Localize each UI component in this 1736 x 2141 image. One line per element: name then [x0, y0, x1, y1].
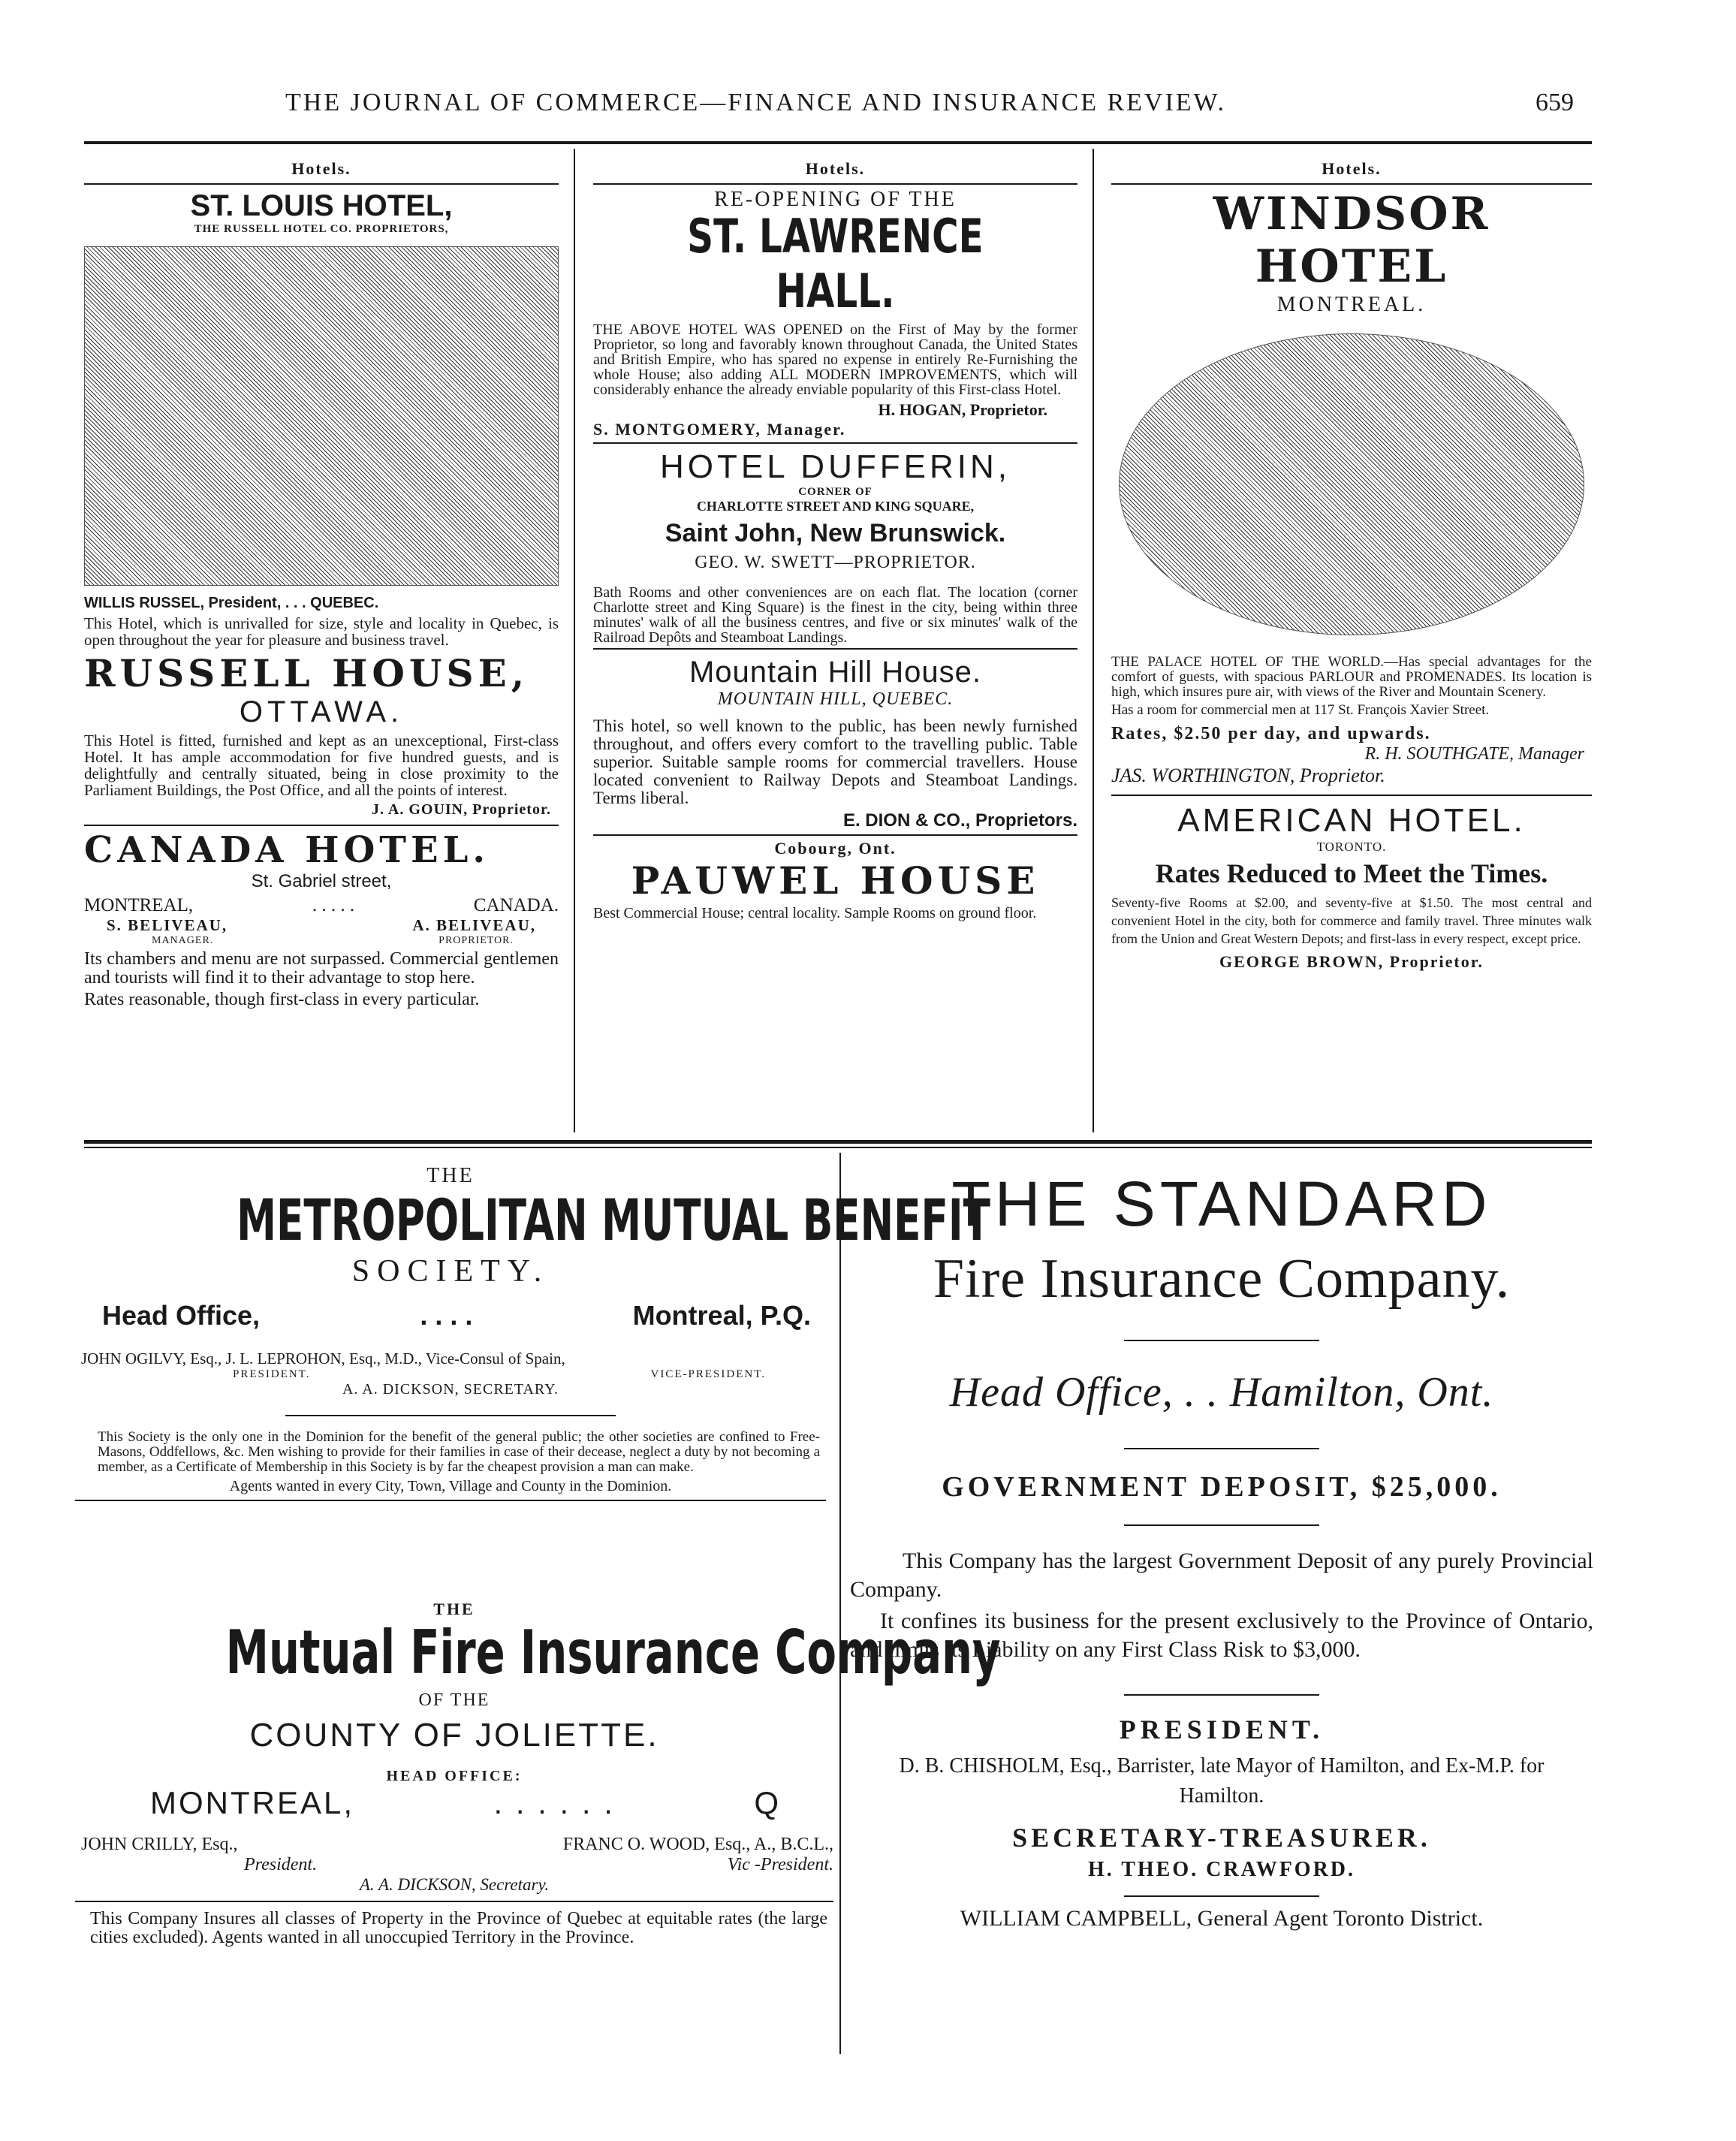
divider: [593, 834, 1077, 836]
lawrence-manager: S. MONTGOMERY, Manager.: [593, 420, 846, 439]
dufferin-streets: CHARLOTTE STREET AND KING SQUARE,: [696, 499, 975, 514]
mutual-of-the: OF THE: [418, 1690, 490, 1710]
canada-street: St. Gabriel street,: [251, 871, 392, 891]
mutual-city-line: [75, 1785, 833, 1821]
divider: [1124, 1448, 1319, 1449]
american-text: Seventy-five Rooms at $2.00, and seventy-five at $1.50. The most central and convenient Hotel in the city, both for commerce and family travel. Three minutes walk from the Union and Great Western Depots; and first-lass in every respect, except price.: [1111, 895, 1592, 946]
standard-text-1: This Company has the largest Government Deposit of any purely Provincial Company.: [850, 1548, 1593, 1602]
divider: [1124, 1340, 1319, 1341]
mountain-hill-sub: MOUNTAIN HILL, QUEBEC.: [717, 689, 954, 709]
mutual-the: THE: [433, 1600, 475, 1618]
divider: [593, 183, 1077, 185]
standard-president: D. B. CHISHOLM, Esq., Barrister, late Mayor of Hamilton, and Ex-M.P. for Hamilton.: [899, 1754, 1545, 1808]
canada-officers: [84, 916, 559, 935]
mutual-president-role: President.: [244, 1855, 318, 1874]
lawrence-reopening: RE-OPENING OF THE: [714, 188, 957, 211]
canada-roles: [84, 935, 559, 947]
mutual-roles: [75, 1855, 833, 1875]
standard-agent: WILLIAM CAMPBELL, General Agent Toronto District.: [960, 1906, 1484, 1931]
lawrence-title: ST. LAWRENCE HALL.: [687, 209, 984, 318]
american-city: TORONTO.: [1316, 840, 1387, 854]
metro-agents: Agents wanted in every City, Town, Village and County in the Dominion.: [229, 1478, 672, 1494]
metro-office-left: Head Office,: [102, 1300, 261, 1331]
metro-role-president: PRESIDENT.: [233, 1368, 311, 1380]
st-louis-president: WILLIS RUSSEL, President, . . . QUEBEC.: [84, 595, 379, 611]
canada-hotel-title: CANADA HOTEL.: [84, 829, 490, 871]
mutual-secretary: A. A. DICKSON, Secretary.: [359, 1875, 550, 1894]
dufferin-proprietor: GEO. W. SWETT—PROPRIETOR.: [695, 553, 976, 572]
metro-office-right: Montreal, P.Q.: [632, 1300, 811, 1331]
metro-roles: [75, 1368, 826, 1381]
dufferin-city: Saint John, New Brunswick.: [665, 519, 1006, 547]
st-louis-text: This Hotel, which is unrivalled for size, style and locality in Quebec, is open throughout the year for pleasure and business travel.: [84, 614, 559, 649]
american-proprietor: GEORGE BROWN, Proprietor.: [1219, 952, 1484, 971]
mutual-dots: . . . . . .: [493, 1785, 615, 1820]
mutual-title: Mutual Fire Insurance Company: [225, 1618, 1001, 1687]
canada-manager-role: MANAGER.: [152, 935, 214, 946]
canada-proprietor-role: PROPRIETOR.: [439, 935, 514, 946]
canada-text-1: Its chambers and menu are not surpassed. Commercial gentlemen and tourists will find it to their advantage to stop here.: [84, 949, 559, 988]
mountain-hill-text: This hotel, so well known to the public, has been newly furnished throughout, and offers every comfort to the travelling public. Table superior. Suitable sample rooms for commercial travellers. House located convenient to Railway Depots and Steamboat Landings. Terms liberal.: [593, 716, 1077, 807]
top-rule: [84, 141, 1592, 144]
mutual-vp-role: Vic -President.: [727, 1855, 833, 1874]
section-heading: Hotels.: [805, 159, 866, 178]
russell-city: OTTAWA.: [239, 695, 404, 728]
metropolitan-ad: [75, 1164, 990, 1504]
canada-text-2: Rates reasonable, though first-class in every particular.: [84, 990, 480, 1009]
journal-title: THE JOURNAL OF COMMERCE—FINANCE AND INSURANCE REVIEW.: [285, 89, 1227, 116]
hotels-column-3: [1111, 159, 1592, 972]
middle-rule-thin: [84, 1147, 1592, 1148]
metro-title: METROPOLITAN MUTUAL BENEFIT: [237, 1187, 990, 1253]
standard-head-office: Head Office, . . Hamilton, Ont.: [949, 1369, 1494, 1416]
russell-house-title: RUSSELL HOUSE,: [84, 651, 529, 695]
standard-secretary: H. THEO. CRAWFORD.: [1087, 1858, 1356, 1881]
windsor-title: WINDSOR HOTEL: [1213, 188, 1490, 293]
windsor-hotel-engraving: [1119, 333, 1584, 635]
windsor-proprietor: JAS. WORTHINGTON, Proprietor.: [1111, 764, 1385, 786]
st-louis-proprietors: THE RUSSELL HOTEL CO. PROPRIETORS,: [194, 223, 449, 235]
windsor-text-1: THE PALACE HOTEL OF THE WORLD.—Has special advantages for the comfort of guests, with spacious PARLOUR and PROMENADES. Its location is high, which insures pure air, with views of the River and Mountain Scenery.: [1111, 654, 1592, 700]
divider: [593, 648, 1077, 650]
american-hotel-title: AMERICAN HOTEL.: [1177, 802, 1526, 839]
metro-office-dots: . . . .: [420, 1300, 473, 1331]
pauwel-text: Best Commercial House; central locality. Sample Rooms on ground floor.: [593, 905, 1037, 921]
st-louis-title: ST. LOUIS HOTEL,: [190, 189, 453, 222]
mountain-hill-title: Mountain Hill House.: [689, 656, 982, 689]
windsor-rates: Rates, $2.50 per day, and upwards.: [1111, 724, 1431, 743]
lawrence-text: THE ABOVE HOTEL WAS OPENED on the First of May by the former Proprietor, so long and favorably known throughout Canada, the United States and British Empire, who has spared no expense in entirely Re-Furnishing the whole House; also adding ALL MODERN IMPROVEMENTS, which will considerably enhance the already enviable popularity of this First-class Hotel.: [593, 321, 1077, 398]
standard-text-2: It confines its business for the present exclusively to the Province of Ontario, and limits its Liability on any First Class Risk to $3,000.: [850, 1609, 1593, 1662]
american-slogan: Rates Reduced to Meet the Times.: [1155, 858, 1548, 888]
lawrence-proprietor: H. HOGAN, Proprietor.: [878, 400, 1047, 419]
canada-manager: S. BELIVEAU,: [107, 916, 228, 934]
column-divider-2: [1093, 149, 1094, 1132]
canada-city-left: MONTREAL,: [84, 895, 194, 915]
metro-society: SOCIETY.: [351, 1254, 550, 1289]
divider: [1124, 1895, 1319, 1897]
standard-deposit: GOVERNMENT DEPOSIT, $25,000.: [942, 1471, 1502, 1503]
canada-proprietor: A. BELIVEAU,: [412, 916, 536, 934]
divider: [1111, 183, 1592, 185]
windsor-city: MONTREAL.: [1276, 293, 1427, 316]
canada-city-right: CANADA.: [473, 895, 559, 915]
standard-president-title: PRESIDENT.: [1119, 1714, 1325, 1744]
hotels-column-1: [84, 159, 559, 1012]
metro-text: This Society is the only one in the Dominion for the benefit of the general public; the other societies are confined to Free-Masons, Oddfellows, &c. Men wishing to provide for their families in case of their decease, neglect a duty by not becoming a member, as a Certificate of Membership in this Society is by far the cheapest provision a man can make.: [98, 1429, 820, 1475]
divider: [285, 1415, 616, 1416]
mutual-city: MONTREAL,: [150, 1785, 355, 1820]
mutual-vp: FRANC O. WOOD, Esq., A., B.C.L.,: [562, 1835, 833, 1854]
standard-fire-ad: [850, 1170, 1593, 1931]
russell-proprietor: J. A. GOUIN, Proprietor.: [372, 801, 551, 818]
mountain-hill-proprietor: E. DION & CO., Proprietors.: [842, 810, 1077, 831]
page-number: 659: [1536, 89, 1574, 116]
hotels-column-2: [593, 159, 1077, 924]
mutual-head-office: HEAD OFFICE:: [386, 1768, 523, 1784]
divider: [1124, 1694, 1319, 1696]
metro-secretary: A. A. DICKSON, SECRETARY.: [342, 1381, 559, 1398]
divider: [84, 183, 559, 185]
mutual-president: JOHN CRILLY, Esq.,: [81, 1835, 238, 1854]
divider: [75, 1901, 833, 1902]
mutual-fire-ad: [75, 1600, 1001, 1950]
canada-dots: . . . . .: [312, 895, 355, 915]
metro-officers: JOHN OGILVY, Esq., J. L. LEPROHON, Esq., M.D., Vice-Consul of Spain,: [81, 1349, 565, 1368]
divider: [593, 442, 1077, 444]
standard-secretary-title: SECRETARY-TREASURER.: [1012, 1823, 1431, 1853]
metro-the: THE: [426, 1164, 475, 1187]
metro-role-vp: VICE-PRESIDENT.: [650, 1368, 766, 1380]
dufferin-text: Bath Rooms and other conveniences are on each flat. The location (corner Charlotte street and King Square) is the finest in the city, being within three minutes' walk of all the business centres, and five or six minutes' walk of the Railroad Depôts and Steamboat Landings.: [593, 584, 1077, 646]
mutual-county: COUNTY OF JOLIETTE.: [249, 1717, 659, 1754]
divider: [84, 825, 559, 826]
canada-city-line: [84, 895, 559, 916]
standard-company: Fire Insurance Company.: [933, 1248, 1511, 1310]
mutual-text: This Company Insures all classes of Property in the Province of Quebec at equitable rates (the large cities excluded). Agents wanted in all unoccupied Territory in the Province.: [90, 1909, 827, 1947]
divider: [75, 1500, 826, 1501]
pauwel-house-title: PAUWEL HOUSE: [631, 858, 1040, 903]
dufferin-corner: CORNER OF: [798, 486, 873, 498]
russell-text: This Hotel is fitted, furnished and kept as an unexceptional, First-class Hotel. It has ample accommodation for five hundred guests, and is delightfully and centrally situated, being in close proximity to the Parliament Buildings, the Post Office, and all the points of interest.: [84, 731, 559, 799]
divider: [1124, 1524, 1319, 1526]
bottom-column-divider: [839, 1153, 841, 2054]
section-heading: Hotels.: [1322, 159, 1382, 178]
mutual-province: Q: [754, 1785, 781, 1820]
metro-head-office: [75, 1300, 826, 1331]
mutual-officers: [75, 1835, 833, 1855]
column-divider-1: [574, 149, 575, 1132]
standard-title: THE STANDARD: [951, 1169, 1492, 1239]
windsor-manager: R. H. SOUTHGATE, Manager: [1364, 744, 1584, 764]
dufferin-title: HOTEL DUFFERIN,: [660, 448, 1011, 485]
windsor-text-2: Has a room for commercial men at 117 St. François Xavier Street.: [1111, 702, 1490, 718]
pauwel-town: Cobourg, Ont.: [774, 839, 897, 858]
st-louis-hotel-engraving: [84, 246, 559, 586]
middle-rule: [84, 1140, 1592, 1144]
divider: [1111, 795, 1592, 796]
section-heading: Hotels.: [291, 159, 351, 178]
